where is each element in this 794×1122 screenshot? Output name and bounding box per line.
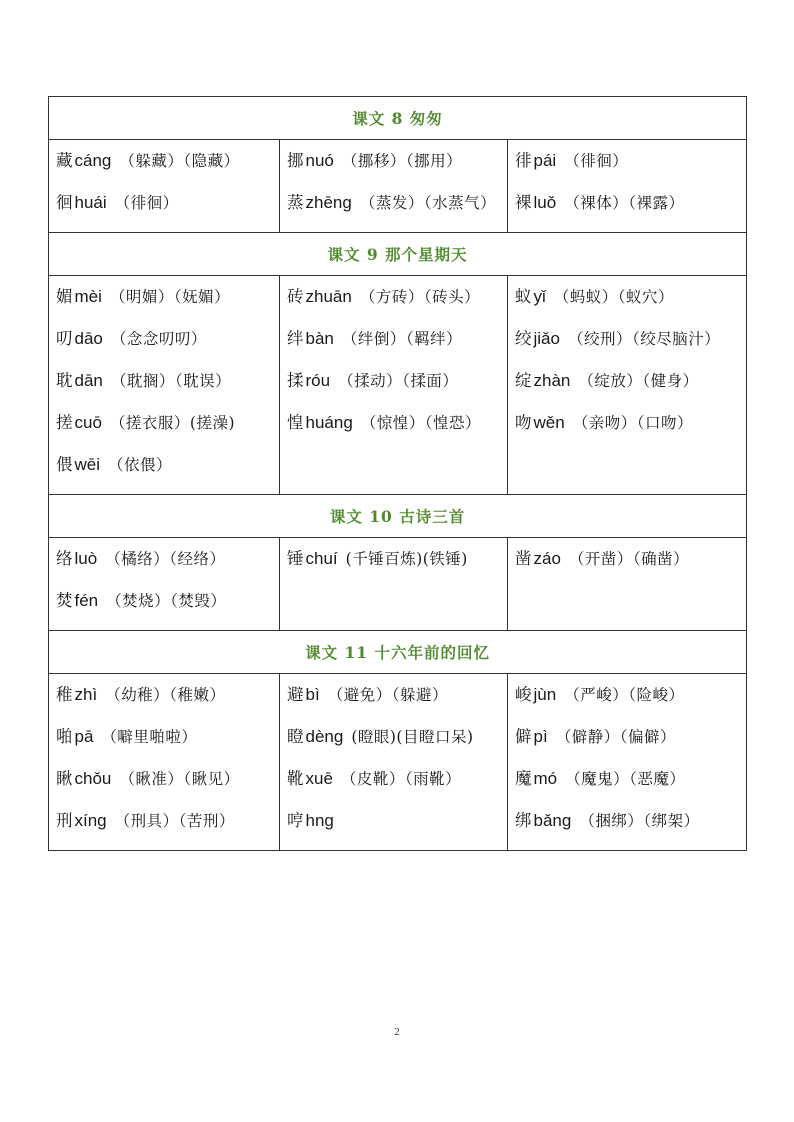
vocab-entry <box>287 674 507 716</box>
entry-pinyin: xuē <box>305 769 333 788</box>
entry-character: 靴 <box>287 769 304 788</box>
vocab-entry <box>287 402 507 444</box>
entry-character: 络 <box>56 549 73 568</box>
section-body-row <box>49 276 747 495</box>
vocab-entry <box>56 538 279 580</box>
entry-words: （揉动）（揉面） <box>338 372 459 390</box>
vocab-entry <box>56 800 279 842</box>
entry-pinyin: pì <box>533 727 548 746</box>
entry-pinyin: huái <box>74 193 107 212</box>
entry-character: 偎 <box>56 455 73 474</box>
vocab-entry <box>56 276 279 318</box>
section-body-row <box>49 140 747 233</box>
vocab-entry <box>515 674 746 716</box>
entry-character: 峻 <box>515 685 532 704</box>
entry-character: 蒸 <box>287 193 304 212</box>
section-title: 课文 8 匆匆 <box>49 97 747 140</box>
entry-character: 魔 <box>515 769 532 788</box>
entry-pinyin: hng <box>305 811 334 830</box>
vocab-column <box>49 276 280 495</box>
entry-pinyin: cáng <box>74 151 112 170</box>
vocab-entry <box>287 360 507 402</box>
entry-pinyin: jiǎo <box>533 329 560 348</box>
section-header-row <box>49 495 747 538</box>
vocab-entry <box>515 758 746 800</box>
vocab-column <box>508 538 747 631</box>
entry-words: （躲藏）（隐藏） <box>119 152 240 170</box>
entry-character: 媚 <box>56 287 73 306</box>
vocab-column <box>508 276 747 495</box>
vocab-entry <box>56 674 279 716</box>
entry-character: 绊 <box>287 329 304 348</box>
entry-character: 惶 <box>287 413 304 432</box>
entry-character: 绽 <box>515 371 532 390</box>
vocab-column <box>280 538 508 631</box>
vocab-entry <box>515 402 746 444</box>
section-title: 课文 11 十六年前的回忆 <box>49 631 747 674</box>
vocab-entry <box>287 276 507 318</box>
entry-pinyin: dèng <box>305 727 344 746</box>
vocab-entry <box>287 140 507 182</box>
entry-words: （绊倒）（羁绊） <box>341 330 463 348</box>
entry-pinyin: huáng <box>305 413 353 432</box>
entry-character: 裸 <box>515 193 532 212</box>
vocab-column <box>280 140 508 233</box>
entry-character: 锤 <box>287 549 304 568</box>
entry-words: （刑具）（苦刑） <box>114 812 235 830</box>
vocab-entry <box>515 276 746 318</box>
vocab-column <box>508 674 747 851</box>
entry-character: 绞 <box>515 329 532 348</box>
entry-pinyin: nuó <box>305 151 334 170</box>
section-title: 课文 9 那个星期天 <box>49 233 747 276</box>
entry-pinyin: chuí <box>305 549 338 568</box>
vocab-entry <box>287 538 507 580</box>
entry-character: 耽 <box>56 371 73 390</box>
entry-words: （开凿）（确凿） <box>568 550 690 568</box>
entry-character: 搓 <box>56 413 73 432</box>
vocab-entry <box>515 800 746 842</box>
entry-character: 徊 <box>56 193 73 212</box>
entry-pinyin: mèi <box>74 287 102 306</box>
entry-pinyin: jùn <box>533 685 557 704</box>
entry-pinyin: luǒ <box>533 193 557 212</box>
entry-character: 避 <box>287 685 304 704</box>
vocabulary-table <box>48 96 747 851</box>
entry-words: （方砖）（砖头） <box>359 288 481 306</box>
entry-words: （僻静）（偏僻） <box>555 728 676 746</box>
entry-pinyin: bǎng <box>533 811 572 830</box>
entry-words: （惊惶）（惶恐） <box>360 414 482 432</box>
entry-character: 哼 <box>287 811 304 830</box>
vocab-column <box>49 538 280 631</box>
vocab-column <box>280 674 508 851</box>
entry-words: （瞅准）（瞅见） <box>119 770 240 788</box>
entry-words: (千锤百炼)(铁锤) <box>345 550 468 568</box>
entry-pinyin: zhuān <box>305 287 352 306</box>
entry-words: （徘徊） <box>564 152 629 170</box>
entry-pinyin: chǒu <box>74 769 112 788</box>
entry-words: （搓衣服）(搓澡) <box>109 414 236 432</box>
entry-pinyin: xíng <box>74 811 107 830</box>
vocab-entry <box>56 182 279 224</box>
vocab-entry <box>287 800 507 842</box>
vocab-entry <box>56 758 279 800</box>
vocab-column <box>508 140 747 233</box>
vocab-entry <box>515 318 746 360</box>
entry-character: 凿 <box>515 549 532 568</box>
vocab-entry <box>515 716 746 758</box>
section-body-row <box>49 674 747 851</box>
entry-character: 藏 <box>56 151 73 170</box>
entry-words: （裸体）（裸露） <box>564 194 685 212</box>
section-title: 课文 10 古诗三首 <box>49 495 747 538</box>
entry-words: （念念叨叨） <box>110 330 207 348</box>
entry-character: 瞅 <box>56 769 73 788</box>
vocab-column <box>280 276 508 495</box>
entry-words: （蚂蚁）（蚁穴） <box>553 288 675 306</box>
entry-words: （亲吻）（口吻） <box>572 414 693 432</box>
entry-pinyin: pái <box>533 151 557 170</box>
entry-pinyin: zhēng <box>305 193 352 212</box>
vocab-column <box>49 674 280 851</box>
entry-words: （蒸发）（水蒸气） <box>359 194 497 212</box>
entry-words: （皮靴）（雨靴） <box>340 770 462 788</box>
entry-words: （焚烧）（焚毁） <box>106 592 227 610</box>
vocab-entry <box>287 758 507 800</box>
entry-character: 徘 <box>515 151 532 170</box>
entry-character: 挪 <box>287 151 304 170</box>
entry-character: 稚 <box>56 685 73 704</box>
entry-pinyin: fén <box>74 591 99 610</box>
entry-words: （挪移）（挪用） <box>341 152 463 170</box>
entry-words: （严峻）（险峻） <box>564 686 685 704</box>
entry-pinyin: wěn <box>533 413 565 432</box>
entry-words: （捆绑）（绑架） <box>579 812 700 830</box>
entry-words: （避免）（躲避） <box>327 686 448 704</box>
entry-character: 刑 <box>56 811 73 830</box>
vocab-entry <box>515 538 746 580</box>
entry-character: 砖 <box>287 287 304 306</box>
entry-pinyin: zhàn <box>533 371 571 390</box>
vocab-column <box>49 140 280 233</box>
entry-pinyin: róu <box>305 371 331 390</box>
entry-pinyin: wēi <box>74 455 101 474</box>
entry-pinyin: bàn <box>305 329 334 348</box>
entry-character: 揉 <box>287 371 304 390</box>
entry-words: （明媚）（妩媚） <box>109 288 231 306</box>
entry-pinyin: yǐ <box>533 287 546 306</box>
vocab-entry <box>515 182 746 224</box>
entry-pinyin: dān <box>74 371 103 390</box>
page-number: 2 <box>394 1026 400 1038</box>
vocab-entry <box>56 402 279 444</box>
vocab-entry <box>56 360 279 402</box>
entry-character: 绑 <box>515 811 532 830</box>
entry-pinyin: bì <box>305 685 320 704</box>
vocab-entry <box>56 444 279 486</box>
entry-pinyin: luò <box>74 549 98 568</box>
entry-pinyin: pā <box>74 727 94 746</box>
entry-words: （橘络）（经络） <box>105 550 226 568</box>
entry-pinyin: mó <box>533 769 558 788</box>
entry-words: （噼里啪啦） <box>101 728 198 746</box>
vocab-entry <box>515 360 746 402</box>
entry-words: （徘徊） <box>114 194 179 212</box>
entry-pinyin: zhì <box>74 685 98 704</box>
section-header-row <box>49 97 747 140</box>
section-header-row <box>49 233 747 276</box>
vocab-entry <box>56 716 279 758</box>
vocab-entry <box>56 318 279 360</box>
entry-character: 吻 <box>515 413 532 432</box>
entry-words: （耽搁）（耽误） <box>110 372 232 390</box>
entry-pinyin: záo <box>533 549 561 568</box>
vocab-entry <box>287 716 507 758</box>
vocab-entry <box>56 580 279 622</box>
vocab-entry <box>287 182 507 224</box>
entry-words: （依偎） <box>108 456 173 474</box>
entry-character: 僻 <box>515 727 532 746</box>
section-header-row <box>49 631 747 674</box>
entry-character: 瞪 <box>287 727 304 746</box>
entry-character: 焚 <box>56 591 73 610</box>
entry-character: 叨 <box>56 329 73 348</box>
section-body-row <box>49 538 747 631</box>
vocab-entry <box>287 318 507 360</box>
entry-words: (瞪眼)(目瞪口呆) <box>351 728 474 746</box>
entry-words: （幼稚）（稚嫩） <box>105 686 226 704</box>
entry-words: （绽放）（健身） <box>578 372 699 390</box>
entry-character: 蚁 <box>515 287 532 306</box>
entry-words: （魔鬼）（恶魔） <box>565 770 686 788</box>
entry-pinyin: dāo <box>74 329 103 348</box>
entry-pinyin: cuō <box>74 413 102 432</box>
vocab-entry <box>56 140 279 182</box>
entry-character: 啪 <box>56 727 73 746</box>
entry-words: （绞刑）（绞尽脑汁） <box>567 330 721 348</box>
vocab-entry <box>515 140 746 182</box>
